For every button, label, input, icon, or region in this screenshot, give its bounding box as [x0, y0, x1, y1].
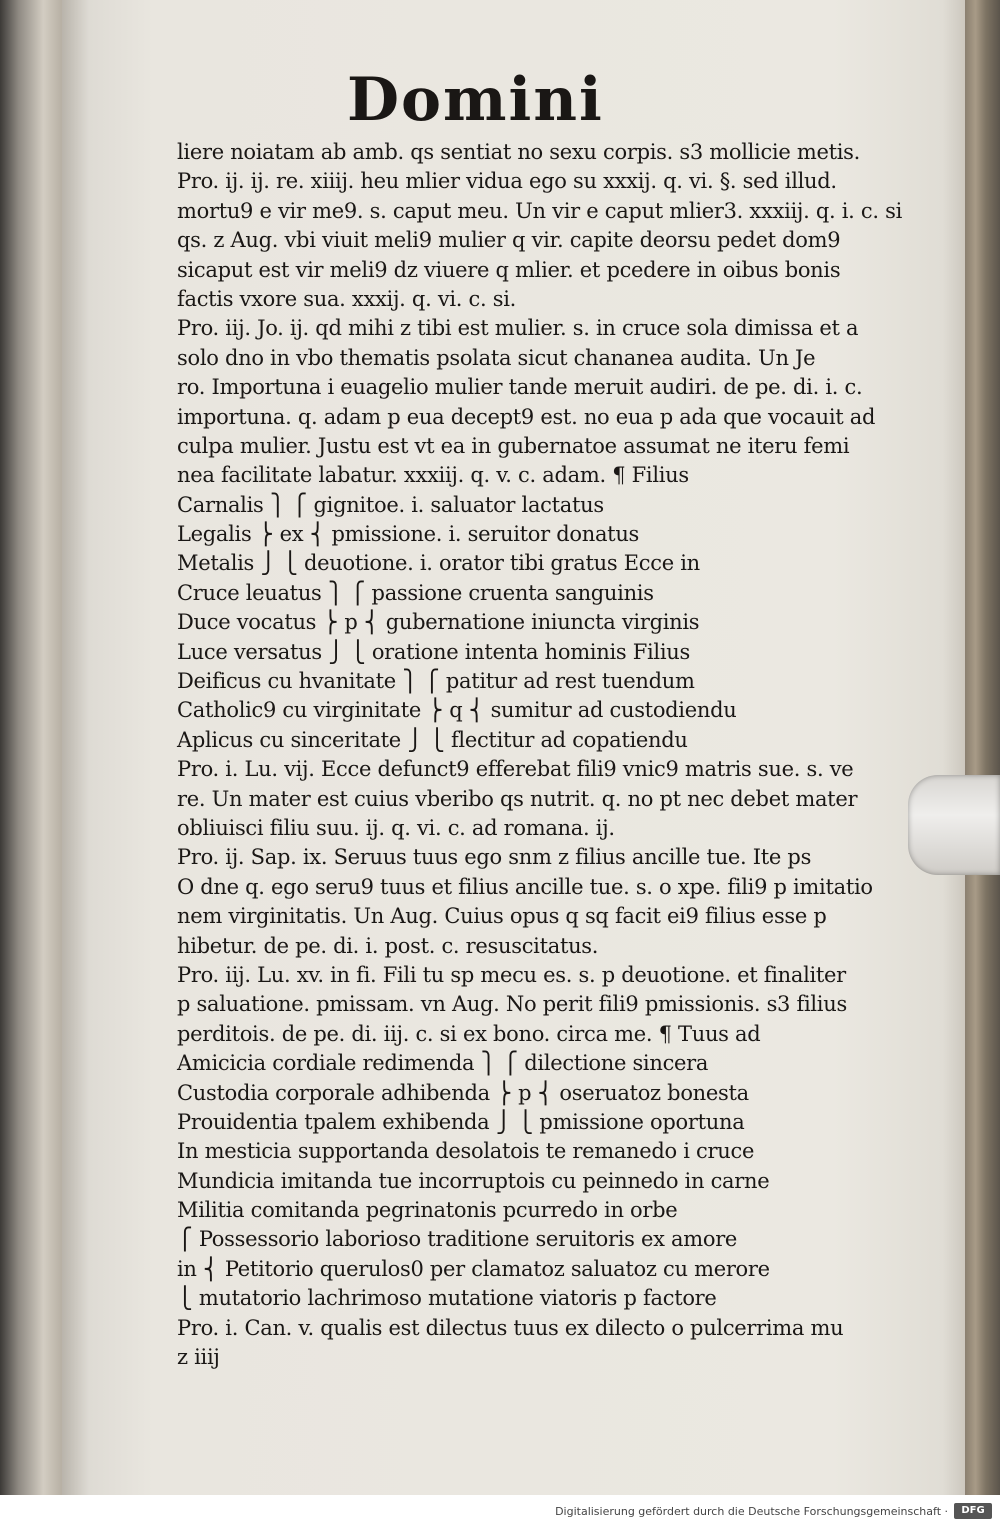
text-line: Luce versatus ⎭ ⎩ oratione intenta hominis Filius [177, 639, 690, 664]
text-line: liere noiatam ab amb. qs sentiat no sexu corpis. s3 mollicie metis. [177, 140, 861, 164]
text-line: hibetur. de pe. di. i. post. c. resuscitatus. [177, 933, 599, 958]
text-line: importuna. q. adam p eua decept9 est. no eua p ada que vocauit ad [177, 404, 876, 429]
text-line: Custodia corporale adhibenda ⎬ p ⎨ oseruatoz bonesta [177, 1080, 749, 1105]
text-line: Pro. ij. ij. re. xiiij. heu mlier vidua ego su xxxij. q. vi. §. sed illud. [177, 169, 837, 194]
text-line: factis vxore sua. xxxij. q. vi. c. si. [177, 286, 517, 311]
text-line: perditois. de pe. di. iij. c. si ex bono. circa me. ¶ Tuus ad [177, 1021, 761, 1046]
text-line: nea facilitate labatur. xxxiij. q. v. c. adam. ¶ Filius [177, 463, 689, 488]
text-line: Metalis ⎭ ⎩ deuotione. i. orator tibi gratus Ecce in [177, 551, 700, 576]
text-line: z iiij [177, 1345, 220, 1370]
text-line: Mundicia imitanda tue incorruptois cu peinnedo in carne [177, 1168, 770, 1193]
digitization-footer [0, 1495, 1000, 1529]
text-line: ro. Importuna i euagelio mulier tande meruit audiri. de pe. di. i. c. [177, 375, 863, 400]
text-line: ⎧ Possessorio laborioso traditione seruitoris ex amore [177, 1227, 738, 1252]
text-line: Pro. iij. Lu. xv. in fi. Fili tu sp mecu es. s. p deuotione. et finaliter [177, 962, 846, 987]
right-page [62, 0, 970, 1495]
funding-credit: Digitalisierung gefördert durch die Deutsche Forschungsgemeinschaft · [555, 1505, 948, 1518]
text-line: re. Un mater est cuius vberibo qs nutrit. q. no pt nec debet mater [177, 786, 858, 811]
text-line: Amicicia cordiale redimenda ⎫ ⎧ dilectione sincera [177, 1051, 709, 1076]
text-line: Catholic9 cu virginitate ⎬ q ⎨ sumitur ad custodiendu [177, 698, 737, 723]
text-line: Deificus cu hvanitate ⎫ ⎧ patitur ad rest tuendum [177, 669, 695, 694]
text-line: solo dno in vbo thematis psolata sicut chananea audita. Un Je [177, 345, 816, 370]
text-line: ⎩ mutatorio lachrimoso mutatione viatoris p factore [177, 1286, 717, 1311]
text-line: Pro. ij. Sap. ix. Seruus tuus ego snm z filius ancille tue. Ite ps [177, 845, 812, 870]
text-line: p saluatione. pmissam. vn Aug. No perit fili9 pmissionis. s3 filius [177, 992, 847, 1017]
text-line: sicaput est vir meli9 dz viuere q mlier. et pcedere in oibus bonis [177, 257, 841, 282]
dfg-logo: DFG [954, 1503, 992, 1519]
page-stack-edge [965, 0, 1000, 1495]
text-line: O dne q. ego seru9 tuus et filius ancille tue. s. o xpe. fili9 p imitatio [177, 874, 873, 899]
text-line: Carnalis ⎫ ⎧ gignitoe. i. saluator lactatus [177, 492, 604, 517]
text-line: Legalis ⎬ ex ⎨ pmissione. i. seruitor donatus [177, 522, 640, 547]
text-line: Pro. iij. Jo. ij. qd mihi z tibi est mulier. s. in cruce sola dimissa et a [177, 316, 859, 341]
text-line: Pro. i. Lu. vij. Ecce defunct9 efferebat fili9 vnic9 matris sue. s. ve [177, 757, 854, 782]
text-line: Pro. i. Can. v. qualis est dilectus tuus ex dilecto o pulcerrima mu [177, 1315, 844, 1340]
text-lines [177, 138, 1000, 1372]
text-line: culpa mulier. Justu est vt ea in gubernatoe assumat ne iteru femi [177, 433, 850, 458]
text-line: in ⎨ Petitorio querulos0 per clamatoz saluatoz cu merore [177, 1256, 770, 1281]
page-clip [908, 775, 1000, 875]
text-line: obliuisci filiu suu. ij. q. vi. c. ad romana. ij. [177, 815, 615, 840]
text-line: In mesticia supportanda desolatois te remanedo i cruce [177, 1139, 755, 1164]
text-line: Prouidentia tpalem exhibenda ⎭ ⎩ pmissione oportuna [177, 1109, 745, 1134]
page-heading: Domini [347, 65, 604, 135]
text-line: mortu9 e vir me9. s. caput meu. Un vir e caput mlier3. xxxiij. q. i. c. si [177, 198, 903, 223]
text-line: Aplicus cu sinceritate ⎭ ⎩ flectitur ad copatiendu [177, 727, 688, 752]
text-line: Duce vocatus ⎬ p ⎨ gubernatione iniuncta virginis [177, 610, 700, 635]
text-line: qs. z Aug. vbi viuit meli9 mulier q vir. capite deorsu pedet dom9 [177, 228, 841, 253]
left-page-edge [0, 0, 62, 1495]
text-line: Militia comitanda pegrinatonis pcurredo in orbe [177, 1198, 678, 1223]
text-line: nem virginitatis. Un Aug. Cuius opus q sq facit ei9 filius esse p [177, 904, 827, 929]
text-line: Cruce leuatus ⎫ ⎧ passione cruenta sanguinis [177, 580, 654, 605]
